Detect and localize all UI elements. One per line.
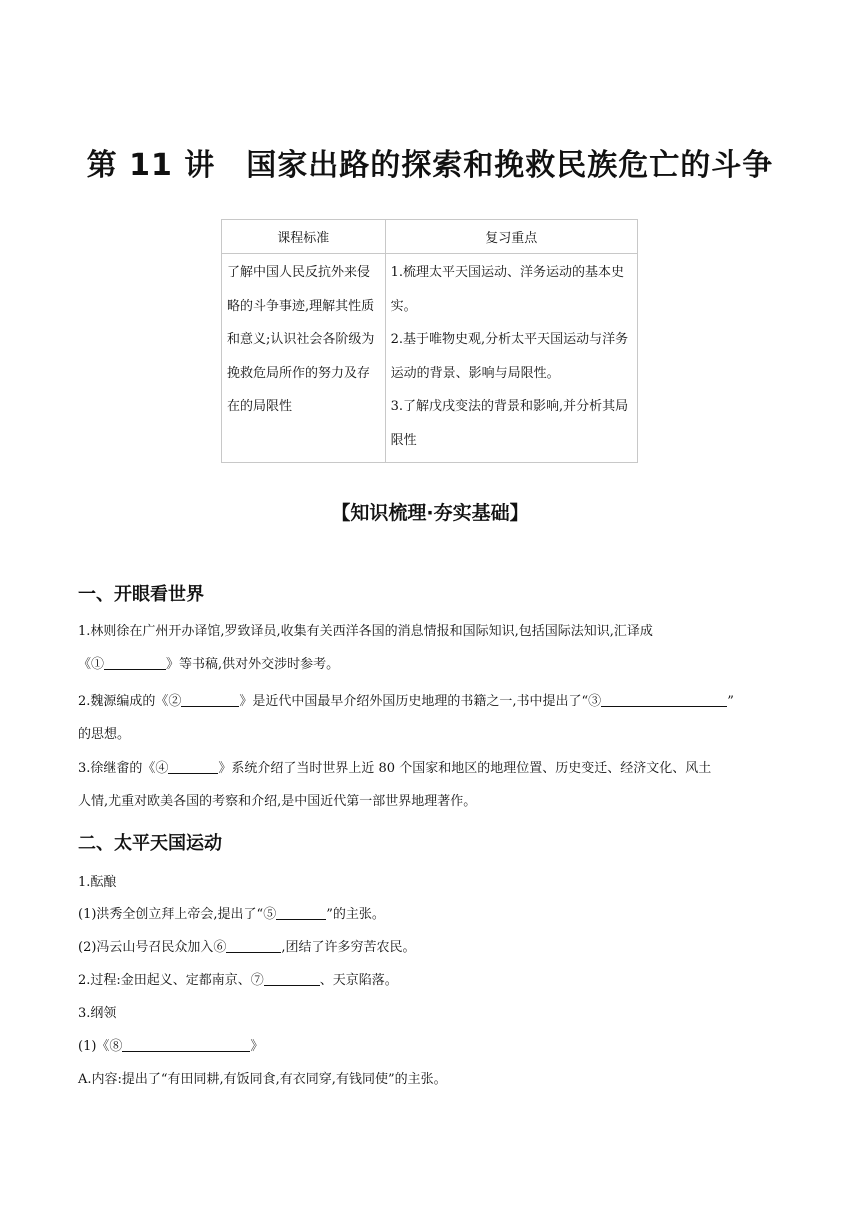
text: (1)《⑧	[78, 1039, 123, 1054]
text: ”	[727, 694, 734, 709]
blank-5	[276, 904, 326, 920]
text: ,团结了许多穷苦农民。	[281, 940, 416, 955]
focus-item-2: 2.基于唯物史观,分析太平天国运动与洋务运动的背景、影响与局限性。	[390, 332, 629, 381]
text: 》是近代中国最早介绍外国历史地理的书籍之一,书中提出了“③	[239, 694, 602, 709]
line-feng-yunshan	[78, 931, 788, 964]
section1-heading: 一、开眼看世界	[78, 584, 204, 605]
paragraph-1-line-1: 1.林则徐在广州开办译馆,罗致译员,收集有关西洋各国的消息情报和国际知识,包括国际法知识,汇译成	[78, 624, 653, 639]
blank-8	[122, 1036, 250, 1052]
table-header-focus: 复习重点	[385, 220, 637, 254]
text: 、天京陷落。	[319, 973, 398, 988]
text: 》等书稿,供对外交涉时参考。	[166, 657, 340, 672]
line-content: A.内容:提出了“有田同耕,有饭同食,有衣同穿,有钱同使”的主张。	[78, 1072, 447, 1087]
line-hong-xiuquan	[78, 898, 788, 931]
curriculum-table	[221, 219, 638, 463]
focus-item-1: 1.梳理太平天国运动、洋务运动的基本史实。	[390, 265, 625, 314]
blank-3	[601, 691, 727, 707]
text: 》	[250, 1039, 264, 1054]
blank-1	[104, 654, 166, 670]
paragraph-2-line-1	[78, 685, 788, 718]
text: (2)冯云山号召民众加入⑥	[78, 940, 227, 955]
line-program: 3.纲领	[78, 1006, 117, 1021]
line-program-1	[78, 1030, 788, 1063]
blank-4	[168, 758, 218, 774]
text: ”的主张。	[326, 907, 385, 922]
text: 3.徐继畬的《④	[78, 761, 169, 776]
blank-2	[181, 691, 239, 707]
blank-6	[226, 937, 281, 953]
text: (1)洪秀全创立拜上帝会,提出了“⑤	[78, 907, 277, 922]
focus-item-3: 3.了解戊戌变法的背景和影响,并分析其局限性	[390, 399, 629, 448]
text: 2.魏源编成的《②	[78, 694, 182, 709]
blank-7	[264, 970, 320, 986]
section2-heading: 二、太平天国运动	[78, 833, 222, 854]
text: 《①	[78, 657, 105, 672]
text: 2.过程:金田起义、定都南京、⑦	[78, 973, 264, 988]
paragraph-3-line-2: 人情,尤重对欧美各国的考察和介绍,是中国近代第一部世界地理著作。	[78, 794, 477, 809]
table-cell-focus	[385, 254, 637, 463]
paragraph-2-line-2: 的思想。	[78, 727, 131, 742]
page-title: 第 11 讲 国家出路的探索和挽救民族危亡的斗争	[86, 148, 774, 183]
line-brewing: 1.酝酿	[78, 875, 117, 890]
paragraph-1-line-2	[78, 648, 788, 681]
table-cell-standard: 了解中国人民反抗外来侵略的斗争事迹,理解其性质和意义;认识社会各阶级为挽救危局所作的努力及存在的局限性	[222, 254, 386, 463]
text: 》系统介绍了当时世界上近 80 个国家和地区的地理位置、历史变迁、经济文化、风土	[218, 761, 712, 776]
paragraph-3-line-1	[78, 752, 788, 785]
section-banner: 【知识梳理·夯实基础】	[331, 502, 529, 524]
line-process	[78, 964, 788, 997]
table-header-standard: 课程标准	[222, 220, 386, 254]
